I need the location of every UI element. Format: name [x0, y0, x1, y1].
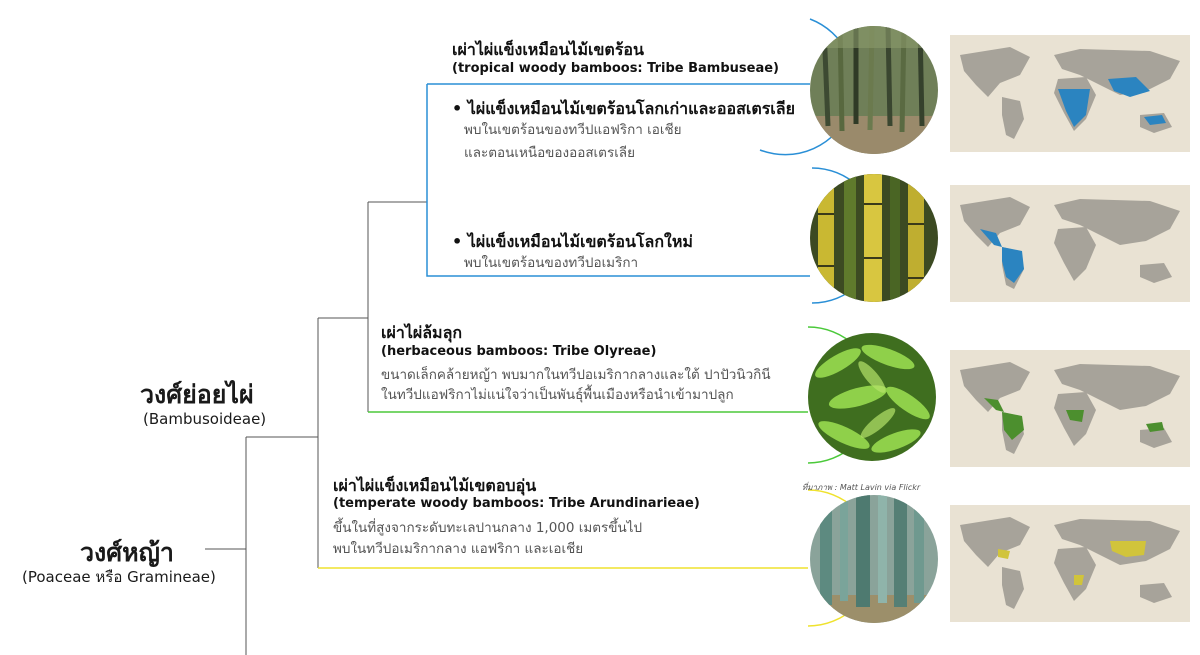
- world-map-herbaceous-range: [950, 350, 1190, 467]
- yellow-bamboo-photo: [810, 174, 938, 302]
- herbaceous-desc-1: ขนาดเล็กคล้ายหญ้า พบมากในทวีปอเมริกากลางและใต้ ปาปัวนิวกินี: [381, 367, 771, 383]
- tropical-name-en: (tropical woody bamboos: Tribe Bambuseae): [452, 61, 779, 76]
- new-world-desc-1: พบในเขตร้อนของทวีปอเมริกา: [464, 255, 639, 271]
- herbaceous-name-en: (herbaceous bamboos: Tribe Olyreae): [381, 344, 657, 359]
- bamboo-grove-photo: [810, 495, 938, 623]
- temperate-name-th: เผ่าไผ่แข็งเหมือนไม้เขตอบอุ่น: [333, 476, 537, 495]
- new-world-label: • ไผ่แข็งเหมือนไม้เขตร้อนโลกใหม่: [452, 232, 693, 251]
- old-world-desc-1: พบในเขตร้อนของทวีปแอฟริกา เอเชีย: [464, 122, 682, 138]
- tree-lines: [205, 202, 427, 655]
- world-map-temperate-range: [950, 505, 1190, 622]
- temperate-desc-1: ขึ้นในที่สูงจากระดับทะเลปานกลาง 1,000 เมตรขึ้นไป: [333, 520, 643, 536]
- family-name-th: วงศ์หญ้า: [80, 538, 174, 567]
- tropical-name-th: เผ่าไผ่แข็งเหมือนไม้เขตร้อน: [452, 40, 644, 59]
- photo-credit: ที่มาภาพ : Matt Lavin via Flickr: [802, 483, 921, 492]
- subfamily-name-th: วงศ์ย่อยไผ่: [140, 380, 254, 409]
- temperate-name-en: (temperate woody bamboos: Tribe Arundinarieae): [333, 496, 700, 511]
- family-name-latin: (Poaceae หรือ Gramineae): [22, 568, 216, 586]
- old-world-label: • ไผ่แข็งเหมือนไม้เขตร้อนโลกเก่าและออสเตรเลีย: [452, 99, 795, 118]
- herbaceous-name-th: เผ่าไผ่ล้มลุก: [381, 323, 463, 342]
- world-map-americas: [950, 185, 1190, 302]
- subfamily-name-latin: (Bambusoideae): [143, 410, 267, 428]
- temperate-desc-2: พบในทวีปอเมริกากลาง แอฟริกา และเอเชีย: [333, 541, 584, 557]
- bamboo-forest-photo: [810, 26, 938, 154]
- bamboo-leaves-photo: [808, 333, 936, 461]
- world-map-old-world-tropics: [950, 35, 1190, 152]
- herbaceous-desc-2: ในทวีปแอฟริกาไม่แน่ใจว่าเป็นพันธุ์พื้นเมืองหรือนำเข้ามาปลูก: [381, 387, 734, 403]
- old-world-desc-2: และตอนเหนือของออสเตรเลีย: [464, 145, 635, 161]
